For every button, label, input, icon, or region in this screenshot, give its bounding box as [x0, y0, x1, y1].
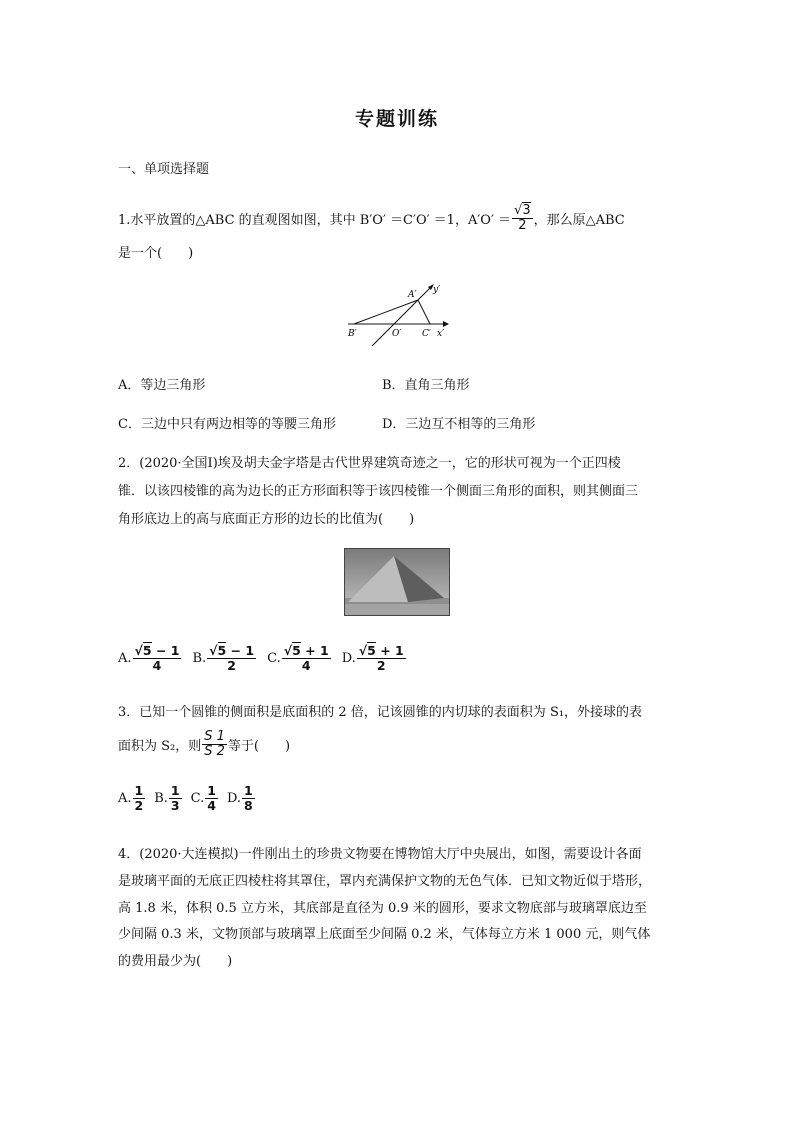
q3-option-a: A. $\frac{1}{2}$ [118, 783, 144, 813]
q1-text-part2: ，那么原△ABC [533, 212, 625, 228]
side-BA [354, 300, 418, 324]
q1-text-line2: 是一个( ) [118, 246, 194, 261]
q3-option-d: D. $\frac{1}{8}$ [226, 783, 253, 813]
q2-option-c: C. $\frac{√5 + 1}{4}$ [267, 643, 329, 673]
label-B: B′ [348, 329, 357, 339]
q4-text-line4: 少间隔 0.3 米，文物顶部与玻璃罩上底面至少间隔 0.2 米，气体每立方米 1 000 元，则气体 [118, 927, 651, 942]
q4-text-line3: 高 1.8 米，体积 0.5 立方米，其底部是直径为 0.9 米的圆形，要求文物底部与玻璃罩底边至 [118, 901, 647, 916]
q2-text-line2: 锥．以该四棱锥的高为边长的正方形面积等于该四棱锥一个侧面三角形的面积，则其侧面三 [118, 484, 639, 499]
q3-options-row [118, 778, 256, 818]
q1-option-d: D．三边互不相等的三角形 [382, 417, 536, 432]
q3-text-line1: 3．已知一个圆锥的侧面积是底面积的 2 倍，记该圆锥的内切球的表面积为 S₁，外接球的表 [118, 705, 643, 720]
q1-fraction [512, 204, 533, 232]
q4-text-line1: 4．(2020·大连模拟)一件刚出土的珍贵文物要在博物馆大厅中央展出，如图，需要设计各面 [118, 847, 642, 862]
q3-text-line2a: 面积为 S₂，则 [118, 738, 202, 754]
q4-text-line5: 的费用最少为( ) [118, 954, 233, 969]
q2-option-d: D. $\frac{√5 + 1}{2}$ [341, 643, 404, 673]
q3-text-line2b: 等于( ) [227, 738, 291, 754]
x-axis-arrow [443, 321, 449, 327]
page-title: 专题训练 [354, 108, 439, 130]
pyramid-photo [344, 548, 450, 616]
side-AC [418, 300, 430, 324]
section-heading: 一、单项选择题 [118, 162, 210, 177]
label-O: O′ [392, 329, 402, 339]
q3-option-b: B. $\frac{1}{3}$ [154, 783, 180, 813]
q3-option-c: C. $\frac{1}{4}$ [190, 783, 216, 813]
label-C: C′ [422, 329, 431, 339]
q1-fraction-denominator: 2 [518, 217, 527, 233]
q2-options-row [118, 638, 407, 678]
oblique-triangle-figure [340, 280, 460, 346]
question-1-text [118, 200, 625, 236]
q1-option-a: A．等边三角形 [118, 378, 206, 393]
q2-text-line3: 角形底边上的高与底面正方形的边长的比值为( ) [118, 512, 415, 527]
q1-fraction-numerator: √3 [514, 202, 531, 218]
label-x: x′ [437, 329, 445, 339]
q3-text-line2 [118, 726, 290, 762]
label-y: y′ [433, 285, 441, 295]
q2-option-b: B. $\frac{√5 - 1}{2}$ [192, 643, 255, 673]
q4-text-line2: 是玻璃平面的无底正四棱柱将其罩住，罩内充满保护文物的无色气体．已知文物近似于塔形， [118, 874, 652, 889]
q1-option-c: C．三边中只有两边相等的等腰三角形 [118, 417, 336, 432]
q1-text-part1: 1.水平放置的△ABC 的直观图如图，其中 B′O′ ＝C′O′ ＝1，A′O′ ＝ [118, 212, 512, 228]
q2-option-a: A. $\frac{√5 - 1}{4}$ [118, 643, 180, 673]
q1-option-b: B．直角三角形 [382, 378, 470, 393]
label-A: A′ [408, 290, 417, 300]
q2-text-line1: 2．(2020·全国Ⅰ)埃及胡夫金字塔是古代世界建筑奇迹之一，它的形状可视为一个正四棱 [118, 456, 621, 471]
q3-ratio-fraction: $\frac{S 1}{S 2}$ [204, 728, 225, 759]
